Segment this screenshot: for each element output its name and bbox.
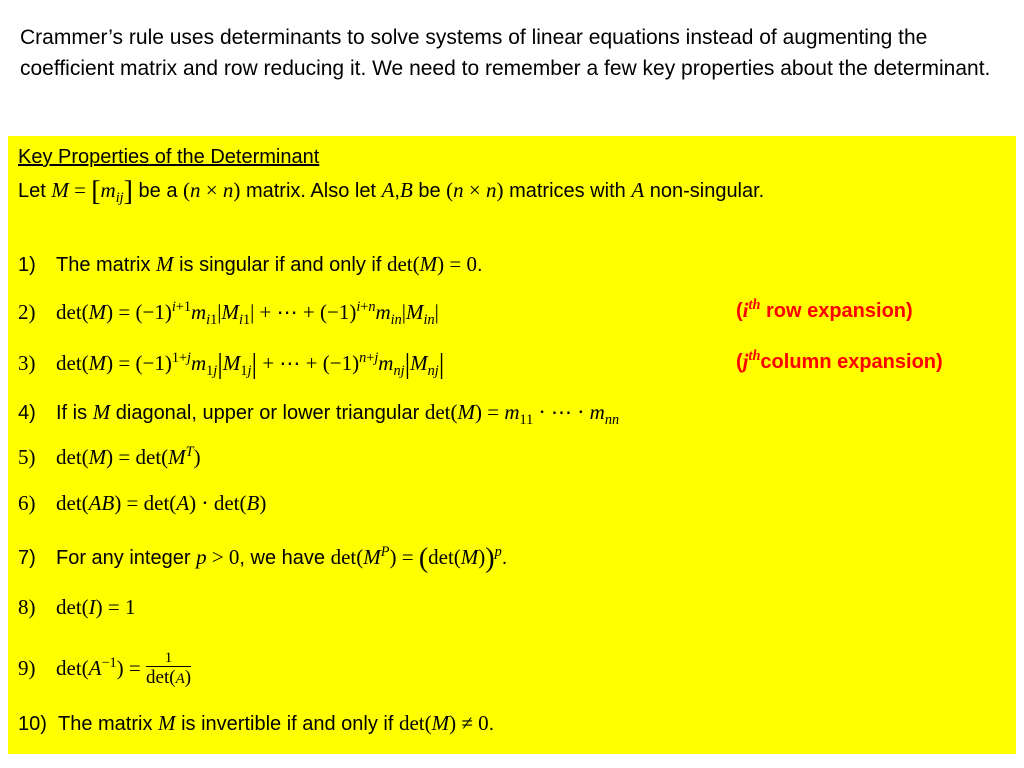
property-1: 1) The matrix M is singular if and only if det(M) = 0. — [18, 252, 483, 276]
inverse-fraction: $\frac{1}{\det(A)}$ — [146, 650, 192, 688]
row-expansion-note: ($i^{th}$ row expansion) — [736, 297, 913, 322]
key-properties-box — [8, 136, 1016, 754]
property-5: 5) $\det(M) = \det(M^T)$ — [18, 444, 201, 469]
box-heading-line — [18, 144, 1008, 170]
box-heading: Key Properties of the Determinant — [18, 146, 320, 168]
property-9: 9) $\det(A^{-1})$ = $\frac{1}{\det(A)}$ — [18, 650, 192, 688]
intro-text: Crammer’s rule uses determinants to solve systems of linear equations instead of augmenting the coefficient matrix and row reducing it. We need to remember a few key properties about the determinant. — [20, 26, 991, 80]
property-4: 4) If is M diagonal, upper or lower triangular $\det(M) = m_{11}$ ⋅ ⋯ ⋅ $m_{nn}$ — [18, 400, 620, 429]
column-expansion-note: ($j^{th}column$ expansion) — [736, 348, 943, 373]
let-line: Let $M = [m_{ij}]$ be a (n × n) matrix. Also let A,B be (n × n) matrices with A non-singular. — [18, 176, 765, 207]
property-6: 6) det(AB) = det(A) ⋅ det(B) — [18, 491, 267, 515]
property-2: 2) $\det(M) = (-1)^{i+1}m_{i1}|M_{i1}|$ + ⋯ + $(-1)^{i+n}m_{in}|M_{in}|$ — [18, 299, 439, 329]
property-7: 7) For any integer p > 0, we have $\det(M^P) = (\det(M))^p$. — [18, 543, 508, 574]
property-3: 3) $\det(M) = (-1)^{1+j}m_{1j}|M_{1j}|$ + ⋯ + $(-1)^{n+j}m_{nj}|M_{nj}|$ — [18, 349, 445, 380]
property-8: 8) det(I) = 1 — [18, 595, 136, 619]
property-10: 10) The matrix M is invertible if and only if det(M) ≠ 0. — [18, 711, 495, 735]
